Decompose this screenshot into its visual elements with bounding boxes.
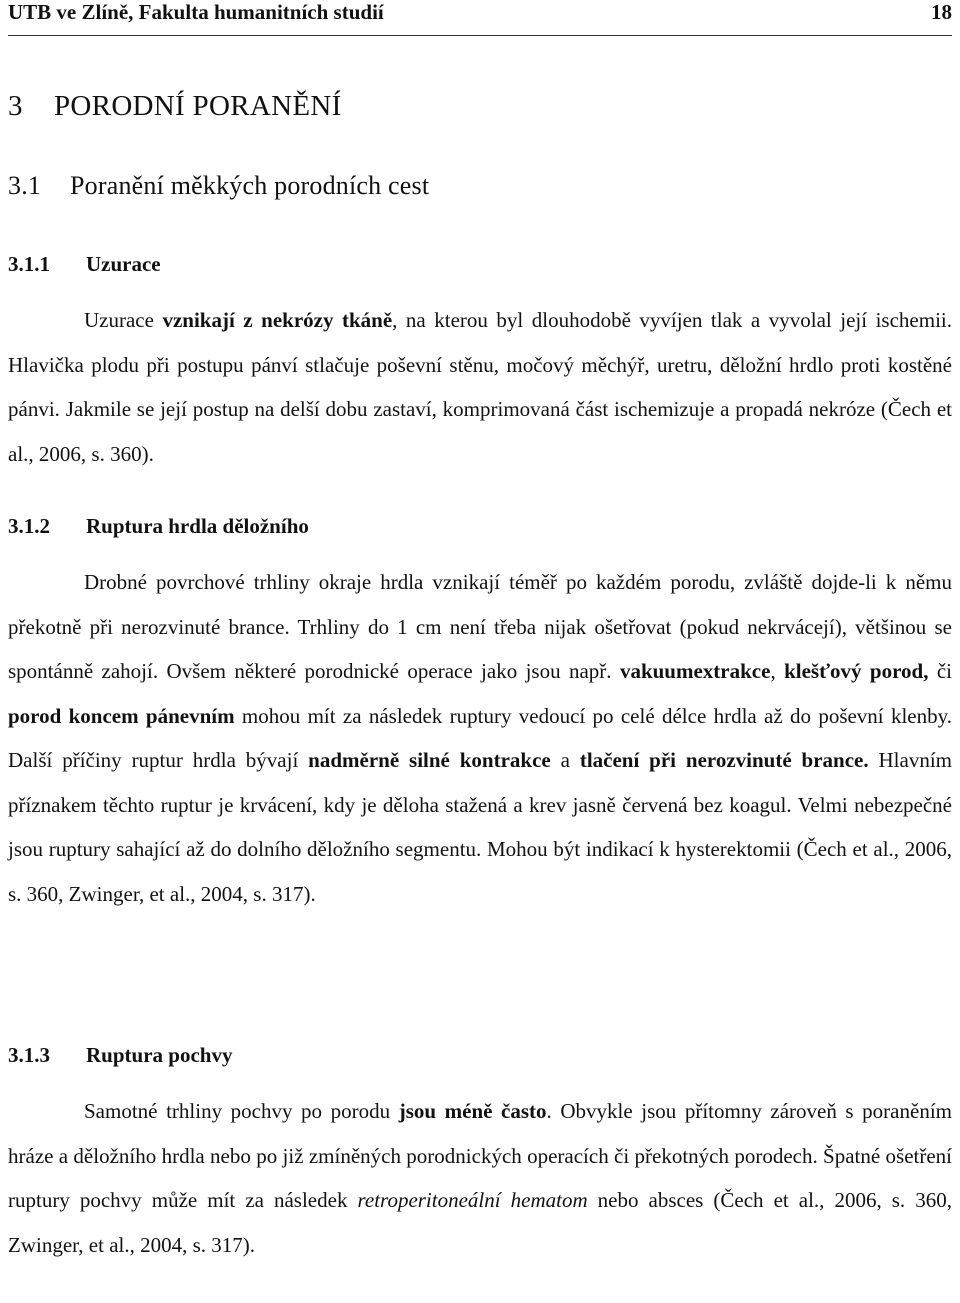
- bold-text-run: jsou méně často: [398, 1099, 547, 1123]
- paragraph-uzurace: [8, 298, 952, 476]
- subsection-number: 3.1.1: [8, 252, 50, 276]
- text-run: nebo absces (Čech et al., 2006, s. 360, Zwinger, et al., 2004, s. 317).: [8, 1188, 952, 1257]
- section-heading: [8, 168, 429, 204]
- page-number: 18: [931, 0, 952, 24]
- running-header: [8, 0, 952, 28]
- bold-text-run: vakuumextrakce: [619, 659, 771, 683]
- subsection-heading-ruptura-hrdla: [8, 511, 309, 541]
- subsection-title: Ruptura hrdla děložního: [86, 514, 309, 538]
- text-run: Uzurace: [84, 308, 163, 332]
- section-number: 3.1: [8, 171, 42, 200]
- section-title: Poranění měkkých porodních cest: [70, 171, 430, 200]
- subsection-number: 3.1.3: [8, 1043, 50, 1067]
- paragraph-ruptura-pochvy: [8, 1089, 952, 1267]
- subsection-heading-ruptura-pochvy: [8, 1040, 232, 1070]
- bold-text-run: porod koncem pánevním: [8, 703, 235, 728]
- subsection-title: Ruptura pochvy: [86, 1043, 233, 1067]
- italic-text-run: retroperitoneální hematom: [357, 1188, 588, 1212]
- header-rule: [8, 35, 952, 36]
- paragraph-ruptura-hrdla: [8, 560, 952, 916]
- text-run: . Obvykle jsou přítomny zároveň s poraněním hráze a děložního hrdla nebo po již zmíněných porodnických operacích či překotných porodech. Špatné ošetření ruptury pochvy může mít za následek: [8, 1099, 952, 1212]
- bold-text-run: klešťový porod,: [784, 659, 929, 683]
- bold-text-run: vznikají z nekrózy tkáně: [162, 308, 393, 332]
- text-run: a: [550, 748, 580, 772]
- text-run: Samotné trhliny pochvy po porodu: [84, 1099, 399, 1123]
- bold-text-run: tlačení při nerozvinuté brance.: [579, 748, 869, 772]
- chapter-title: PORODNÍ PORANĚNÍ: [54, 90, 342, 122]
- chapter-number: 3: [8, 90, 23, 122]
- text-run: Drobné povrchové trhliny okraje hrdla vznikají téměř po každém porodu, zvláště dojde-li k němu překotně při nerozvinuté brance. Trhliny do 1 cm není třeba nijak ošetřovat (pokud nekrvácejí), většinou se spontánně zahojí. Ovšem některé porodnické operace jako jsou např.: [8, 570, 952, 683]
- text-run: Hlavním příznakem těchto ruptur je krvácení, kdy je děloha stažená a krev jasně červená bez koagul. Velmi nebezpečné jsou ruptury sahající až do dolního děložního segmentu. Mohou být indikací k hysterektomii (Čech et al., 2006, s. 360, Zwinger, et al., 2004, s. 317).: [8, 748, 952, 906]
- text-run: ,: [770, 659, 785, 683]
- bold-text-run: nadměrně silné kontrakce: [308, 748, 551, 772]
- subsection-heading-uzurace: [8, 249, 161, 279]
- text-run: mohou mít za následek ruptury vedoucí po celé délce hrdla až do poševní klenby. Další příčiny ruptur hrdla bývají: [8, 703, 952, 772]
- chapter-heading: [8, 86, 342, 126]
- subsection-number: 3.1.2: [8, 514, 50, 538]
- text-run: či: [928, 659, 953, 683]
- header-title: UTB ve Zlíně, Fakulta humanitních studií: [8, 0, 384, 24]
- text-run: , na kterou byl dlouhodobě vyvíjen tlak a vyvolal její ischemii. Hlavička plodu při postupu pánví stlačuje poševní stěnu, močový měchýř, uretru, děložní hrdlo proti kostěné pánvi. Jakmile se její postup na delší dobu zastaví, komprimovaná část ischemizuje a propadá nekróze (Čech et al., 2006, s. 360).: [8, 308, 952, 466]
- subsection-title: Uzurace: [86, 252, 161, 276]
